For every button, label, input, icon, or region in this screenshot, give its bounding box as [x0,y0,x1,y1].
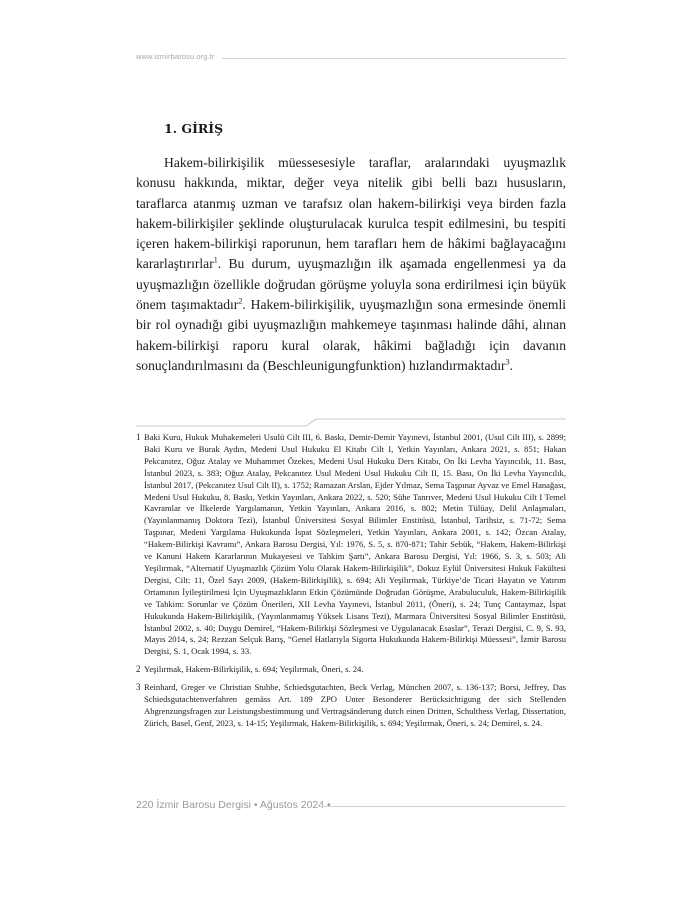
footnote-text: Baki Kuru, Hukuk Muhakemeleri Usulü Cilt III, 6. Baskı, Demir-Demir Yayınevi, İstanbul 2001, (Usul Cilt III), s. 2899; Baki Kuru ve Burak Aydın, Medeni Usul Hukuku El Kitabı Cilt I, Yetkin Yayınları, Ankara 2021, s. 851; Hakan Pekcanıtez, Oğuz Atalay ve Muhammet Özekes, Medeni Usul Hukuku Ders Kitabı, On İki Levha Yayıncılık, 11. Bası, İstanbul 2023, s. 383; Oğuz Atalay, Pekcanıtez Usul Medeni Usul Hukuku Cilt II, 15. Bası, On İki Levha Yayıncılık, İstanbul 2017, (Pekcanıtez Usul Cilt II), s. 1752; Ramazan Arslan, Ejder Yılmaz, Sema Taşpınar Ayvaz ve Emel Hanağası, Medeni Usul Hukuku, 8. Baskı, Yetkin Yayınları, Ankara 2022, s. 520; Sühe Tanrıver, Medeni Usul Hukuku Cilt I Temel Kavramlar ve İlkelerde Yargılamanın, Yetkin Yayınları, Ankara 2016, s. 802; Metin Tülüay, Delil Anlaşmaları, (Yayınlanmamış Doktora Tezi), İstanbul Üniversitesi Sosyal Bilimler Enstitüsü, İstanbul, Tarihsiz, s. 71-72; Sema Taşpınar, Medeni Yargılama Hukukunda İspat Sözleşmeleri, Yetkin Yayınları, Ankara 2001, s. 142; Özcan Atalay, “Hakem-Bilirkişi Kavramı”, Ankara Barosu Dergisi, Yıl: 1976, S. 5, s. 870-871; Tahir Sebük, “Hakem, Hakem-Bilirkişi ve Kanuni Hakem Kararlarının Mukayesesi ve Tahkim Şartı”, Ankara Barosu Dergisi, Yıl: 1966, S. 3, s. 503; Ali Yeşilırmak, “Alternatif Uyuşmazlık Çözüm Yolu Olarak Hakem-Bilirkişilik”, Dokuz Eylül Üniversitesi Hukuk Fakültesi Dergisi, Cilt: 11, Özel Sayı 2009, (Hakem-Bilirkişilik), s. 694; Ali Yeşilırmak, Türkiye’de Ticari Hayatın ve Yatırım Ortamının İyileştirilmesi İçin Uyuşmazlıkların Etkin Çözümünde Doğrudan Görüşme, Arabuluculuk, Hakem-Bilirkişilik ve Tahkim: Sorunlar ve Çözüm Önerileri, XII Levha Yayınevi, İstanbul 2011, (Öneri), s. 24; Tunç Cantaymaz, İspat Hukukunda Hakem-Bilirkişilik, (Yayınlanmamış Yüksek Lisans Tezi), Marmara Üniversitesi Sosyal Bilimler Enstitüsü, İstanbul 2002, s. 40; Duygu Demirel, “Hakem-Bilirkişi Sözleşmesi ve Uygulanacak Esaslar”, Terazi Dergisi, C. 9, S. 93, Mayıs 2014, s. 24; Rezzan Selçuk Barış, “Genel Hatlarıyla Sigorta Hukukunda Hakem-Bilirkişi Müessesi”, İzmir Barosu Dergisi, S. 1, Ocak 1994, s. 33. [144,432,566,657]
page-footer: 220 İzmir Barosu Dergisi • Ağustos 2024 • [136,799,331,811]
footnote-number: 2 [136,664,141,675]
body-paragraph [136,153,566,376]
paragraph-text: . Bu durum, uyuşmazlığın ilk aşamada engellenmesi ya da uyuşmazlığın özellikle doğrudan görüşme yoluyla sona erdirilmesi için büyük önem taşımaktadır [136,256,566,313]
section-heading: 1. GİRİŞ [164,121,224,136]
footnote-number: 1 [136,432,141,442]
footnote-ref: 1 [213,255,218,265]
footnotes [136,432,566,736]
site-url: www.izmirbarosu.org.tr [136,52,215,61]
body-text [136,153,566,376]
footnote-ref: 3 [505,357,510,367]
footnote-text: Yeşilırmak, Hakem-Bilirkişilik, s. 694; Yeşilırmak, Öneri, s. 24. [144,664,364,675]
footnote-item [136,432,566,658]
footnote-divider [136,416,566,430]
header-rule [222,58,566,59]
footnote-text: Reinhard, Greger ve Christian Stubbe, Schiedsgutachten, Beck Verlag, München 2007, s. 136-137; Borsi, Jeffrey, Das Schiedsgutachtenverfahren gemäss Art. 189 ZPO Unter Besonderer Berücksichtigung der sich Stellenden Abgrenzungsfragen zur Leistungsbestimmung und Vertragsänderung durch einen Dritten, Schulthess Verlag, Dissertation, Zürich, Basel, Genf, 2023, s. 14-15; Yeşilırmak, Hakem-Bilirkişilik, s. 694; Yeşilırmak, Öneri, s. 24; Demirel, s. 24. [144,682,566,728]
footer-rule [320,806,566,807]
footnote-item [136,682,566,730]
paragraph-text: . [509,357,513,373]
footnote-ref: 2 [238,296,243,306]
paragraph-text: . Hakem-bilirkişilik, uyuşmazlığın sona ermesinde önemli bir rol oynadığı gibi uyuşmazlığın mahkemeye taşınması halinde dâhi, alınan hakem-bilirkişi raporu kural olarak, hâkimi bağladığı için davanın sonuçlandırılmasını da (Beschleunigungfunktion) hızlandırmaktadır [136,297,566,373]
footnote-item [136,664,566,676]
footnote-number: 3 [136,682,141,693]
paragraph-text: Hakem-bilirkişilik müessesesiyle taraflar, aralarındaki uyuşmazlık konusu hakkında, miktar, değer veya nitelik gibi belli bazı hususların, taraflarca atanmış uzman ve tarafsız olan hakem-bilirkişi veya birden fazla hakem-bilirkişiler şeklinde oluşturulacak kurulca tespit edilmesini, bu tespiti içeren hakem-bilirkişi raporunun, hem tarafları hem de hâkimi bağlayacağını kararlaştırırlar [136,155,566,272]
